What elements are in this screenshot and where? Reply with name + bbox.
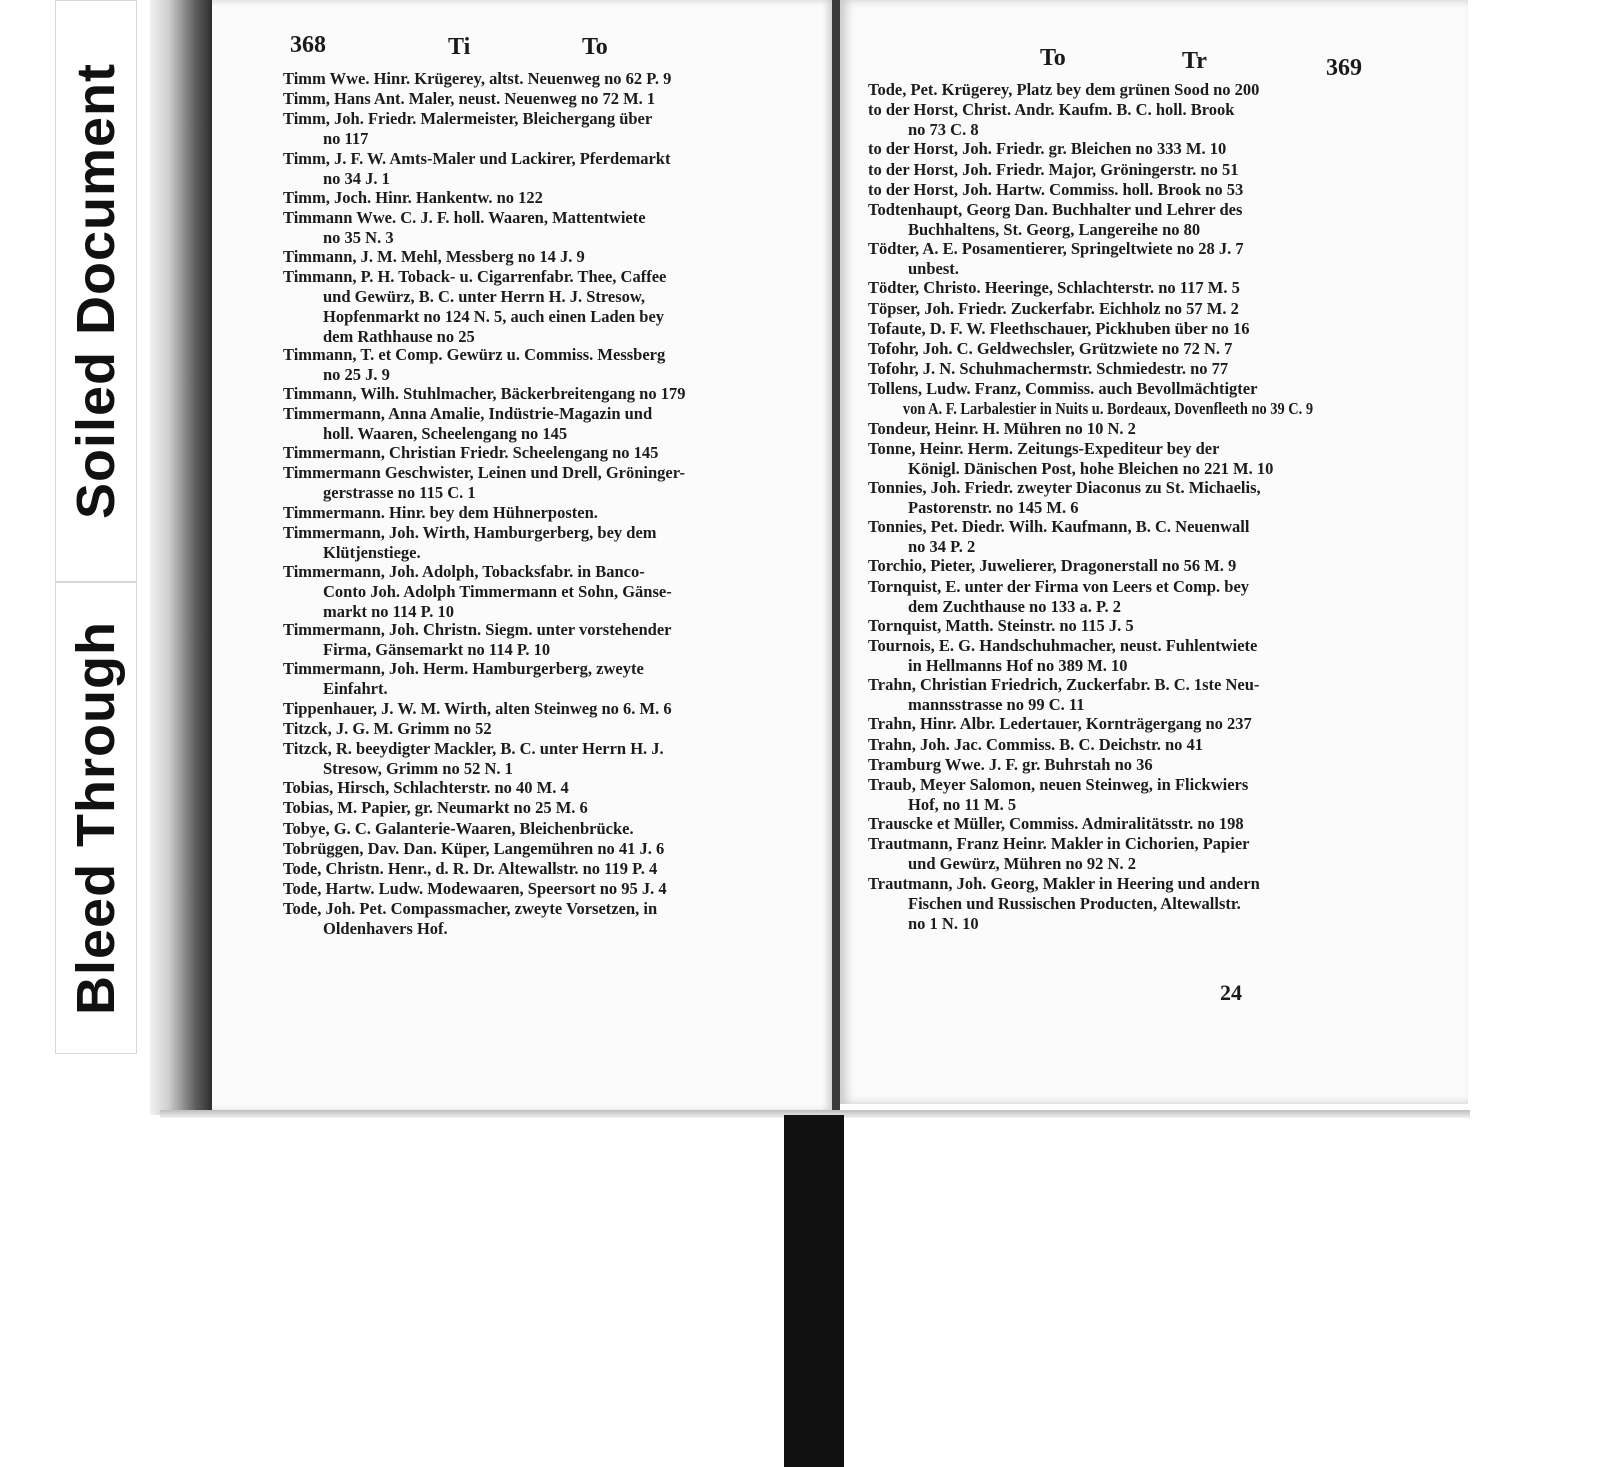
entry-line: Trautmann, Franz Heinr. Makler in Cichorien, Papier: [868, 834, 1250, 854]
entry-continuation: no 1 N. 10: [908, 913, 979, 933]
entry-line: to der Horst, Joh. Hartw. Commiss. holl. Brook no 53: [868, 179, 1244, 199]
directory-entry: [283, 699, 672, 719]
directory-entry: [868, 577, 1249, 617]
directory-entry: [868, 874, 1260, 934]
entry-line: Torchio, Pieter, Juwelierer, Dragonerstall no 56 M. 9: [868, 556, 1237, 576]
entry-continuation: no 34 J. 1: [323, 168, 390, 188]
directory-entry: [283, 839, 664, 859]
entry-line: Tondeur, Heinr. H. Mühren no 10 N. 2: [868, 418, 1136, 438]
entry-continuation: no 25 J. 9: [323, 364, 390, 384]
directory-entry: [283, 69, 671, 89]
entry-line: Titzck, J. G. M. Grimm no 52: [283, 718, 492, 738]
directory-entry: [868, 278, 1240, 298]
entry-line: Timmann, T. et Comp. Gewürz u. Commiss. Messberg: [283, 344, 666, 364]
directory-entry: [283, 879, 667, 899]
directory-entry: [283, 267, 666, 347]
directory-entry: [283, 859, 657, 879]
entry-continuation: und Gewürz, Mühren no 92 N. 2: [908, 854, 1136, 874]
directory-entry: [868, 439, 1273, 479]
entry-line: Tode, Joh. Pet. Compassmacher, zweyte Vorsetzen, in: [283, 899, 658, 919]
directory-entry: [283, 463, 685, 503]
stamp-text-bleed: Bleed Through: [66, 621, 127, 1015]
directory-entry: [283, 523, 657, 563]
entry-continuation: unbest.: [908, 259, 959, 279]
directory-entry: [868, 775, 1248, 815]
entry-continuation: von A. F. Larbalestier in Nuits u. Bordeaux, Dovenfleeth no 39 C. 9: [902, 399, 1314, 419]
directory-entry: [868, 339, 1232, 359]
entry-line: Tode, Pet. Krügerey, Platz bey dem grünen Sood no 200: [868, 80, 1260, 99]
left-page-number: 368: [290, 32, 326, 58]
directory-entry: [868, 160, 1238, 180]
entry-line: Timm, Joch. Hinr. Hankentw. no 122: [283, 187, 543, 207]
entry-line: Tornquist, E. unter der Firma von Leers et Comp. bey: [868, 576, 1250, 596]
entry-line: Trahn, Christian Friedrich, Zuckerfabr. B. C. 1ste Neu-: [868, 675, 1260, 695]
entry-line: Timmermann, Joh. Wirth, Hamburgerberg, bey dem: [283, 522, 657, 542]
directory-entry: [283, 149, 670, 189]
book-binding-edge: [150, 0, 212, 1115]
directory-entry: [868, 379, 1378, 419]
directory-entry: [868, 556, 1236, 576]
entry-continuation: und Gewürz, B. C. unter Herrn H. J. Stresow,: [323, 287, 646, 307]
entry-continuation: no 34 P. 2: [908, 537, 976, 557]
entry-line: Tonnies, Joh. Friedr. zweyter Diaconus zu St. Michaelis,: [868, 478, 1261, 497]
entry-line: Timmann, Wilh. Stuhlmacher, Bäckerbreitengang no 179: [283, 383, 686, 403]
directory-entry: [283, 739, 664, 779]
entry-continuation: Buchhaltens, St. Georg, Langereihe no 80: [908, 220, 1201, 239]
entry-continuation: gerstrasse no 115 C. 1: [323, 483, 476, 503]
right-page-number: 369: [1326, 55, 1362, 81]
entry-line: Timmann, J. M. Mehl, Messberg no 14 J. 9: [283, 247, 585, 267]
entry-continuation: Fischen und Russischen Producten, Altewallstr.: [908, 893, 1241, 913]
directory-entry: [283, 188, 543, 208]
directory-entry: [868, 755, 1153, 775]
directory-entry: [868, 180, 1243, 200]
entry-line: Timmermann, Joh. Herm. Hamburgerberg, zweyte: [283, 659, 644, 679]
directory-entry: [283, 208, 646, 248]
directory-entry: [283, 384, 685, 404]
entry-line: Tippenhauer, J. W. M. Wirth, alten Steinweg no 6. M. 6: [283, 698, 672, 718]
entry-line: Timm Wwe. Hinr. Krügerey, altst. Neuenweg no 62 P. 9: [283, 69, 672, 88]
stamp-soiled-document: [55, 0, 137, 582]
entry-line: to der Horst, Joh. Friedr. Major, Gröningerstr. no 51: [868, 159, 1239, 179]
directory-entry: [283, 798, 588, 818]
entry-line: Tornquist, Matth. Steinstr. no 115 J. 5: [868, 615, 1134, 635]
entry-line: Tofohr, Joh. C. Geldwechsler, Grützwiete no 72 N. 7: [868, 339, 1233, 358]
entry-line: Timmann Wwe. C. J. F. holl. Waaren, Mattentwiete: [283, 208, 646, 227]
directory-entry: [868, 834, 1249, 874]
entry-line: Timmermann. Hinr. bey dem Hühnerposten.: [283, 502, 598, 522]
entry-line: Tobias, Hirsch, Schlachterstr. no 40 M. 4: [283, 778, 569, 798]
entry-continuation: in Hellmanns Hof no 389 M. 10: [908, 656, 1128, 675]
entry-continuation: dem Rathhause no 25: [323, 327, 475, 347]
directory-entry: [868, 419, 1136, 439]
entry-line: to der Horst, Christ. Andr. Kaufm. B. C. holl. Brook: [868, 100, 1235, 120]
entry-line: Tode, Christn. Henr., d. R. Dr. Altewallstr. no 119 P. 4: [283, 859, 658, 878]
directory-entry: [868, 319, 1250, 339]
entry-line: Timmermann, Christian Friedr. Scheelengang no 145: [283, 443, 659, 463]
entry-continuation: holl. Waaren, Scheelengang no 145: [323, 424, 568, 443]
entry-continuation: Firma, Gänsemarkt no 114 P. 10: [323, 640, 551, 660]
spine-strip: [784, 1115, 844, 1467]
directory-entry: [868, 814, 1244, 834]
entry-line: to der Horst, Joh. Friedr. gr. Bleichen no 333 M. 10: [868, 139, 1227, 159]
signature-mark: 24: [1220, 980, 1242, 1005]
entry-line: Timmermann, Joh. Christn. Siegm. unter vorstehender: [283, 620, 672, 640]
directory-entry: [868, 359, 1228, 379]
entry-continuation: no 35 N. 3: [323, 228, 394, 247]
right-guide-word-start: To: [1040, 45, 1066, 71]
directory-entry: [868, 636, 1257, 676]
entry-continuation: Hopfenmarkt no 124 N. 5, auch einen Laden bey: [323, 307, 665, 327]
entry-line: Tonne, Heinr. Herm. Zeitungs-Expediteur bey der: [868, 438, 1220, 458]
directory-entry: [868, 200, 1242, 240]
directory-entry: [283, 620, 672, 660]
entry-line: Tonnies, Pet. Diedr. Wilh. Kaufmann, B. C. Neuenwall: [868, 517, 1250, 537]
entry-line: Tofaute, D. F. W. Fleethschauer, Pickhuben über no 16: [868, 318, 1250, 338]
directory-entry: [868, 299, 1239, 319]
entry-line: Traub, Meyer Salomon, neuen Steinweg, in Flickwiers: [868, 775, 1249, 794]
entry-line: Tollens, Ludw. Franz, Commiss. auch Bevollmächtigter: [868, 379, 1258, 399]
entry-continuation: Pastorenstr. no 145 M. 6: [908, 498, 1079, 517]
entry-line: Trahn, Hinr. Albr. Ledertauer, Kornträgergang no 237: [868, 714, 1252, 734]
entry-line: Trauscke et Müller, Commiss. Admiralitätsstr. no 198: [868, 814, 1244, 834]
entry-line: Timmermann, Joh. Adolph, Tobacksfabr. in Banco-: [283, 562, 645, 581]
directory-entry: [283, 562, 672, 622]
entry-line: Tobye, G. C. Galanterie-Waaren, Bleichenbrücke.: [283, 818, 634, 838]
entry-line: Timm, J. F. W. Amts-Maler und Lackirer, Pferdemarkt: [283, 148, 671, 168]
entry-line: Tode, Hartw. Ludw. Modewaaren, Speersort no 95 J. 4: [283, 879, 667, 899]
entry-continuation: no 73 C. 8: [908, 120, 979, 140]
directory-entry: [868, 517, 1249, 557]
directory-entry: [283, 247, 585, 267]
entry-line: Tramburg Wwe. J. F. gr. Buhrstah no 36: [868, 754, 1153, 774]
directory-entry: [868, 714, 1252, 734]
directory-entry: [283, 819, 634, 839]
entry-continuation: Königl. Dänischen Post, hohe Bleichen no 221 M. 10: [908, 458, 1274, 478]
entry-continuation: markt no 114 P. 10: [323, 602, 454, 621]
entry-continuation: mannsstrasse no 99 C. 11: [908, 695, 1085, 715]
entry-line: Timmermann, Anna Amalie, Indüstrie-Magazin und: [283, 404, 653, 423]
directory-entry: [283, 899, 657, 939]
directory-entry: [283, 719, 492, 739]
entry-continuation: no 117: [323, 129, 369, 149]
directory-entry: [283, 109, 652, 149]
directory-entry: [283, 659, 644, 699]
entry-line: Tofohr, J. N. Schuhmachermstr. Schmiedestr. no 77: [868, 359, 1229, 379]
directory-entry: [868, 616, 1134, 636]
directory-entry: [868, 675, 1259, 715]
directory-entry: [868, 100, 1234, 140]
directory-entry: [868, 80, 1259, 100]
entry-line: Tournois, E. G. Handschuhmacher, neust. Fuhlentwiete: [868, 636, 1258, 655]
entry-line: Töpser, Joh. Friedr. Zuckerfabr. Eichholz no 57 M. 2: [868, 298, 1239, 318]
right-guide-word-end: Tr: [1182, 48, 1207, 74]
entry-continuation: dem Zuchthause no 133 a. P. 2: [908, 596, 1122, 616]
directory-entry: [283, 345, 665, 385]
directory-entry: [283, 778, 569, 798]
directory-entry: [868, 239, 1244, 279]
entry-line: Tobrüggen, Dav. Dan. Küper, Langemühren no 41 J. 6: [283, 838, 665, 858]
entry-continuation: Klütjenstiege.: [323, 542, 421, 562]
entry-line: Tobias, M. Papier, gr. Neumarkt no 25 M. 6: [283, 798, 588, 818]
entry-line: Trahn, Joh. Jac. Commiss. B. C. Deichstr. no 41: [868, 734, 1204, 754]
left-guide-word-end: To: [582, 34, 608, 60]
entry-line: Timm, Joh. Friedr. Malermeister, Bleichergang über: [283, 109, 653, 129]
directory-entry: [283, 404, 652, 444]
directory-entry: [868, 139, 1226, 159]
entry-continuation: Conto Joh. Adolph Timmermann et Sohn, Gänse-: [323, 582, 672, 601]
entry-line: Todtenhaupt, Georg Dan. Buchhalter und Lehrer des: [868, 200, 1243, 219]
entry-line: Titzck, R. beeydigter Mackler, B. C. unter Herrn H. J.: [283, 739, 664, 758]
entry-line: Timmann, P. H. Toback- u. Cigarrenfabr. Thee, Caffee: [283, 267, 667, 287]
left-guide-word-start: Ti: [448, 34, 471, 60]
directory-entry: [283, 89, 655, 109]
stamp-bleed-through: [55, 582, 137, 1054]
entry-line: Timmermann Geschwister, Leinen und Drell, Gröninger-: [283, 463, 685, 483]
entry-continuation: Hof, no 11 M. 5: [908, 795, 1017, 814]
stamp-text-soiled: Soiled Document: [66, 62, 127, 520]
entry-continuation: Stresow, Grimm no 52 N. 1: [323, 759, 513, 778]
directory-entry: [868, 735, 1203, 755]
entry-continuation: Oldenhavers Hof.: [323, 919, 448, 939]
entry-line: Trautmann, Joh. Georg, Makler in Heering und andern: [868, 873, 1260, 893]
directory-entry: [283, 503, 598, 523]
directory-entry: [868, 478, 1261, 518]
book-gutter: [832, 0, 840, 1115]
entry-continuation: Einfahrt.: [323, 679, 388, 699]
entry-line: Timm, Hans Ant. Maler, neust. Neuenweg no 72 M. 1: [283, 89, 656, 109]
directory-entry: [283, 443, 658, 463]
entry-line: Tödter, A. E. Posamentierer, Springeltwiete no 28 J. 7: [868, 239, 1244, 259]
entry-line: Tödter, Christo. Heeringe, Schlachterstr. no 117 M. 5: [868, 278, 1240, 298]
